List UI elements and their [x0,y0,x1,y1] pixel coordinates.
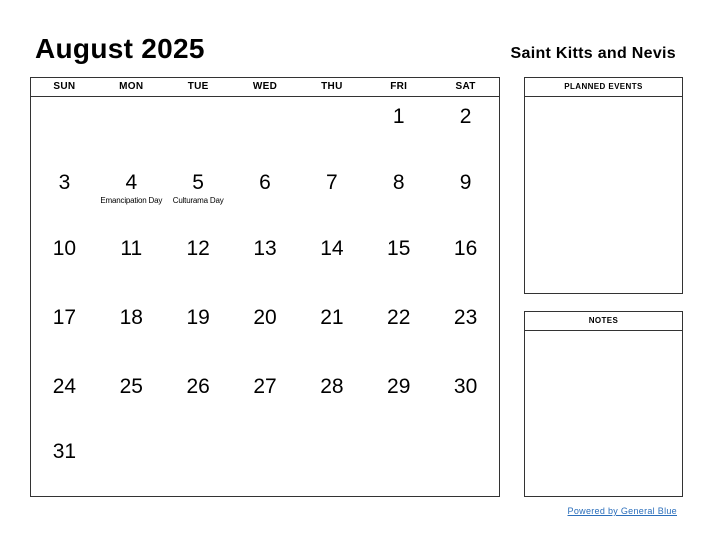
day-cell [31,229,98,261]
day-number: 14 [320,237,344,260]
day-number: 22 [387,306,411,329]
calendar-week-row [31,97,499,129]
day-number: 28 [320,375,344,398]
day-cell [31,163,98,206]
day-number: 29 [387,375,411,398]
day-cell [365,367,432,399]
day-number: 24 [52,375,77,398]
day-cell [98,97,165,129]
day-cell [432,229,499,261]
planned-events-heading: PLANNED EVENTS [525,78,682,97]
weekday-header-row [31,78,499,97]
day-number: 30 [453,375,478,398]
weekday-tue: TUE [187,81,209,92]
day-number: 6 [259,171,271,194]
day-cell [432,367,499,399]
day-cell [298,432,365,464]
day-cell [98,432,165,464]
weekday-sat: SAT [455,81,476,92]
day-number: 5 [192,171,204,194]
planned-events-panel [524,77,683,294]
day-cell [165,229,232,261]
country-name: Saint Kitts and Nevis [510,45,676,62]
day-number: 21 [320,306,344,329]
day-number: 9 [459,171,472,194]
day-cell [232,229,299,261]
day-number: 31 [52,440,77,463]
day-cell [31,367,98,399]
day-number: 15 [387,237,411,260]
day-number: 25 [119,375,143,398]
day-number: 4 [125,171,138,194]
weekday-wed: WED [252,81,278,92]
day-number: 10 [52,237,77,260]
day-cell [31,298,98,330]
day-number: 18 [119,306,143,329]
day-cell [432,432,499,464]
day-number: 26 [186,375,210,398]
day-cell [365,97,432,129]
day-cell [165,298,232,330]
day-cell [98,367,165,399]
holiday-label: Emancipation Day [100,196,163,205]
day-number: 8 [392,171,405,194]
day-cell [432,163,499,206]
day-number: 12 [186,237,210,260]
weekday-fri: FRI [390,81,408,92]
weekday-mon: MON [119,81,144,92]
calendar-week-row [31,163,499,206]
day-cell [31,97,98,129]
day-number: 16 [453,237,478,260]
day-cell [298,229,365,261]
day-cell [298,97,365,129]
day-cell [165,163,232,206]
day-cell [298,298,365,330]
day-cell [31,432,98,464]
notes-panel [524,311,683,497]
day-cell [298,367,365,399]
weekday-thu: THU [321,81,343,92]
day-number: 11 [120,237,143,260]
day-cell [232,163,299,206]
powered-by-link[interactable]: Powered by General Blue [567,506,677,516]
day-cell [232,298,299,330]
day-cell [365,298,432,330]
day-cell [432,298,499,330]
day-number: 19 [186,306,210,329]
day-number: 7 [326,171,338,194]
day-number: 2 [459,105,472,128]
day-number: 1 [392,105,405,128]
notes-heading: NOTES [525,312,682,331]
day-cell [365,163,432,206]
day-cell [98,163,165,206]
weekday-sun: SUN [53,81,76,92]
day-cell [165,97,232,129]
day-cell [232,97,299,129]
day-cell [232,432,299,464]
day-cell [98,298,165,330]
day-cell [365,432,432,464]
calendar-week-row [31,432,499,464]
day-cell [165,432,232,464]
day-cell [232,367,299,399]
day-cell [298,163,365,206]
day-cell [98,229,165,261]
calendar-week-row [31,298,499,330]
calendar-grid [30,77,500,497]
holiday-label: Culturama Day [172,196,224,205]
day-number: 27 [253,375,277,398]
calendar-week-row [31,229,499,261]
day-number: 13 [253,237,277,260]
day-number: 3 [58,171,71,194]
day-cell [365,229,432,261]
page-title: August 2025 [35,33,205,64]
day-cell [165,367,232,399]
day-number: 17 [52,306,77,329]
day-number: 23 [453,306,478,329]
day-number: 20 [253,306,277,329]
calendar-week-row [31,367,499,399]
day-cell [432,97,499,129]
